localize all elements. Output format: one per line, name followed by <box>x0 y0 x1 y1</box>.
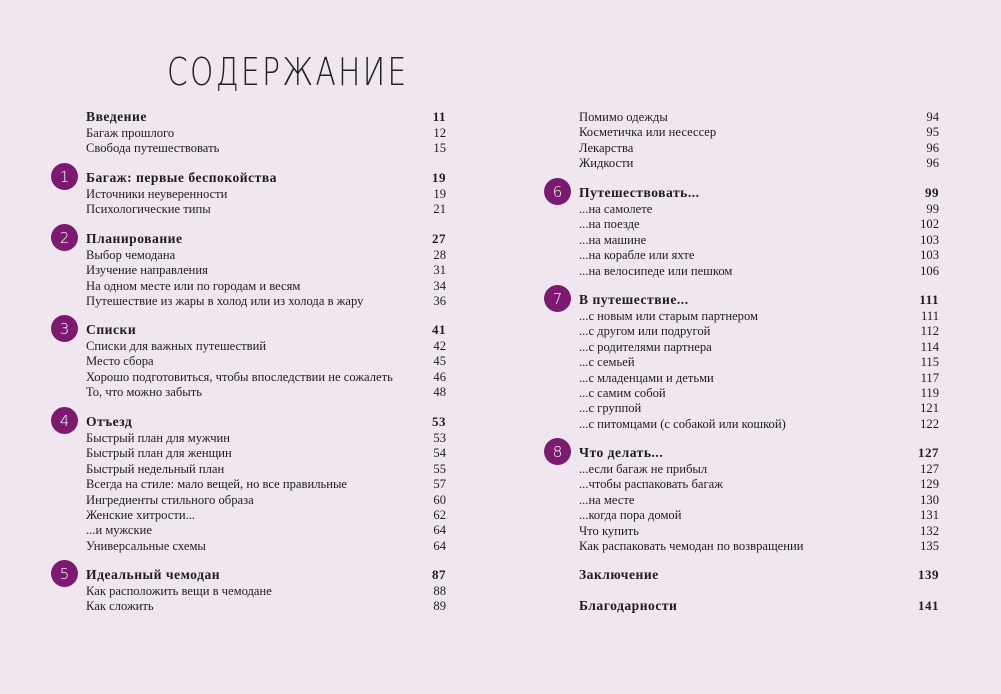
chapter-number-badge: 2 <box>51 224 78 251</box>
chapter-title: Идеальный чемодан <box>86 567 221 582</box>
toc-section <box>86 108 446 157</box>
toc-entry[interactable] <box>86 477 446 492</box>
chapter-title: Благодарности <box>579 598 678 613</box>
toc-entry-label: Быстрый недельный план <box>86 461 225 476</box>
toc-entry[interactable] <box>579 539 939 554</box>
toc-section <box>579 597 939 615</box>
toc-entry-label: Женские хитрости... <box>86 507 196 522</box>
toc-entry-page-number: 130 <box>920 492 939 507</box>
toc-section <box>59 319 446 401</box>
toc-entry-page-number: 48 <box>433 385 446 400</box>
toc-entry[interactable] <box>86 584 446 599</box>
chapter-title: Введение <box>86 109 147 124</box>
toc-section <box>579 566 939 584</box>
toc-entry-page-number: 36 <box>433 294 446 309</box>
toc-entry-label: Всегда на стиле: мало вещей, но все правильные <box>86 477 348 492</box>
chapter-title: Списки <box>86 322 137 337</box>
toc-entry-page-number: 45 <box>433 354 446 369</box>
toc-entry[interactable] <box>86 446 446 461</box>
chapter-page-number: 53 <box>432 414 446 429</box>
toc-entry-label: ...с родителями партнера <box>579 339 712 354</box>
toc-section <box>579 110 939 172</box>
toc-entry-page-number: 62 <box>433 507 446 522</box>
chapter-title: В путешествие... <box>579 292 689 307</box>
toc-entry-label: ...чтобы распаковать багаж <box>579 477 723 492</box>
toc-entry-label: ...и мужские <box>86 523 152 538</box>
toc-entry[interactable] <box>579 493 939 508</box>
toc-entry[interactable] <box>579 125 939 140</box>
toc-entry-page-number: 131 <box>920 508 939 523</box>
toc-entry[interactable] <box>86 431 446 446</box>
toc-section <box>59 167 446 218</box>
toc-entry-page-number: 21 <box>433 202 446 217</box>
chapter-heading[interactable] <box>579 291 939 309</box>
toc-entry-page-number: 64 <box>433 523 446 538</box>
toc-entry[interactable] <box>86 599 446 614</box>
toc-entry[interactable] <box>86 263 446 278</box>
toc-entry-label: ...с новым или старым партнером <box>579 309 758 323</box>
toc-entry-page-number: 89 <box>433 599 446 614</box>
toc-entry-page-number: 103 <box>920 232 939 247</box>
toc-entry[interactable] <box>579 386 939 401</box>
chapter-page-number: 111 <box>919 292 939 307</box>
toc-entry[interactable] <box>86 354 446 369</box>
toc-entry-page-number: 112 <box>920 324 939 339</box>
toc-entry[interactable] <box>579 110 939 125</box>
chapter-number-badge: 5 <box>51 560 78 587</box>
chapter-title: Заключение <box>579 567 659 582</box>
toc-entry-page-number: 12 <box>433 126 446 140</box>
toc-entry-label: На одном месте или по городам и весям <box>86 278 301 293</box>
toc-entry[interactable] <box>86 141 446 156</box>
chapter-number-badge: 3 <box>51 315 78 342</box>
toc-entry-page-number: 57 <box>433 477 446 492</box>
toc-entry-label: ...с младенцами и детьми <box>579 370 714 385</box>
toc-entry[interactable] <box>579 508 939 523</box>
toc-entry-page-number: 122 <box>920 416 939 431</box>
toc-entry-label: Помимо одежды <box>579 110 668 124</box>
toc-entry-page-number: 15 <box>433 141 446 156</box>
toc-section <box>59 228 446 310</box>
toc-entry-page-number: 129 <box>920 477 939 492</box>
toc-entry-label: ...с самим собой <box>579 385 666 400</box>
chapter-title: Отъезд <box>86 414 133 429</box>
toc-entry-label: ...когда пора домой <box>579 508 682 523</box>
toc-entry-label: ...если багаж не прибыл <box>579 462 708 476</box>
chapter-title: Путешествовать... <box>579 185 700 200</box>
toc-entry-page-number: 111 <box>921 309 939 323</box>
chapter-page-number: 19 <box>432 170 446 185</box>
toc-entry-label: Выбор чемодана <box>86 248 176 262</box>
chapter-heading[interactable] <box>86 413 446 431</box>
chapter-page-number: 99 <box>925 185 939 200</box>
toc-entry-label: Как сложить <box>86 599 154 614</box>
chapter-heading[interactable] <box>86 108 446 126</box>
toc-entry-label: Ингредиенты стильного образа <box>86 492 254 507</box>
toc-entry-label: Списки для важных путешествий <box>86 339 267 353</box>
toc-entry-label: Универсальные схемы <box>86 538 206 553</box>
toc-entry-page-number: 95 <box>926 125 939 140</box>
toc-entry-page-number: 121 <box>920 401 939 416</box>
toc-entry-label: Место сбора <box>86 354 154 369</box>
chapter-page-number: 11 <box>432 109 446 124</box>
toc-entry[interactable] <box>86 370 446 385</box>
chapter-page-number: 141 <box>918 598 939 613</box>
toc-entry-label: Жидкости <box>579 156 634 171</box>
toc-entry-page-number: 119 <box>920 385 939 400</box>
toc-entry[interactable] <box>579 202 939 217</box>
toc-entry-label: ...на корабле или яхте <box>579 248 695 263</box>
toc-entry-page-number: 55 <box>433 461 446 476</box>
toc-entry-page-number: 94 <box>926 110 939 124</box>
toc-entry-page-number: 115 <box>920 355 939 370</box>
page-title: СОДЕРЖАНИЕ <box>167 50 409 94</box>
toc-entry-label: Что купить <box>579 523 639 538</box>
toc-entry-label: ...на месте <box>579 492 635 507</box>
toc-entry-page-number: 103 <box>920 248 939 263</box>
toc-entry-label: Психологические типы <box>86 202 211 217</box>
toc-entry[interactable] <box>86 339 446 354</box>
chapter-number-badge: 4 <box>51 407 78 434</box>
toc-entry[interactable] <box>579 477 939 492</box>
toc-entry-page-number: 127 <box>920 462 939 476</box>
toc-entry-page-number: 96 <box>926 156 939 171</box>
chapter-heading[interactable] <box>86 169 446 187</box>
toc-entry-label: Хорошо подготовиться, чтобы впоследствии не сожалеть <box>86 369 393 384</box>
chapter-page-number: 27 <box>432 231 446 246</box>
toc-entry[interactable] <box>579 371 939 386</box>
toc-entry-label: Быстрый план для мужчин <box>86 431 231 445</box>
toc-entry-label: Багаж прошлого <box>86 126 175 140</box>
toc-entry-page-number: 19 <box>433 187 446 201</box>
toc-entry[interactable] <box>86 126 446 141</box>
toc-section <box>552 289 939 432</box>
toc-entry-page-number: 88 <box>433 584 446 598</box>
toc-entry-page-number: 53 <box>433 431 446 445</box>
toc-entry[interactable] <box>579 401 939 416</box>
toc-section <box>552 182 939 279</box>
toc-entry[interactable] <box>579 217 939 232</box>
chapter-heading[interactable] <box>579 444 939 462</box>
toc-entry-label: Свобода путешествовать <box>86 141 220 156</box>
chapter-heading[interactable] <box>579 597 939 615</box>
toc-entry[interactable] <box>579 524 939 539</box>
toc-entry-page-number: 46 <box>433 369 446 384</box>
toc-entry-label: Изучение направления <box>86 263 208 278</box>
toc-entry-page-number: 54 <box>433 446 446 461</box>
toc-entry-page-number: 42 <box>433 339 446 353</box>
toc-entry[interactable] <box>579 417 939 432</box>
chapter-number-badge: 8 <box>544 438 571 465</box>
toc-entry[interactable] <box>579 156 939 171</box>
toc-entry[interactable] <box>579 340 939 355</box>
toc-entry[interactable] <box>579 141 939 156</box>
toc-entry-page-number: 96 <box>926 140 939 155</box>
chapter-title: Что делать... <box>579 445 664 460</box>
toc-entry[interactable] <box>579 309 939 324</box>
toc-entry[interactable] <box>579 324 939 339</box>
chapter-page-number: 41 <box>432 322 446 337</box>
toc-entry[interactable] <box>86 493 446 508</box>
toc-entry-page-number: 117 <box>920 370 939 385</box>
toc-entry-page-number: 64 <box>433 538 446 553</box>
toc-entry[interactable] <box>86 294 446 309</box>
toc-entry[interactable] <box>86 248 446 263</box>
chapter-heading[interactable] <box>86 230 446 248</box>
toc-entry-page-number: 60 <box>433 492 446 507</box>
toc-entry-label: Быстрый план для женщин <box>86 446 232 461</box>
toc-entry-label: То, что можно забыть <box>86 385 202 400</box>
toc-section <box>59 411 446 554</box>
chapter-page-number: 139 <box>918 567 939 582</box>
toc-entry[interactable] <box>86 202 446 217</box>
toc-entry-page-number: 34 <box>433 278 446 293</box>
toc-entry[interactable] <box>86 187 446 202</box>
toc-entry-page-number: 114 <box>920 339 939 354</box>
toc-entry-page-number: 106 <box>920 263 939 278</box>
toc-entry-label: ...на самолете <box>579 202 653 216</box>
chapter-heading[interactable] <box>579 566 939 584</box>
chapter-page-number: 127 <box>918 445 939 460</box>
toc-entry-label: Косметичка или несессер <box>579 125 717 140</box>
toc-entry[interactable] <box>86 523 446 538</box>
toc-entry-page-number: 31 <box>433 263 446 278</box>
toc-entry[interactable] <box>86 462 446 477</box>
toc-entry[interactable] <box>86 508 446 523</box>
toc-entry[interactable] <box>86 279 446 294</box>
toc-entry-page-number: 99 <box>926 202 939 216</box>
toc-entry-label: ...на машине <box>579 232 647 247</box>
toc-entry[interactable] <box>579 233 939 248</box>
toc-entry-label: ...на велосипеде или пешком <box>579 263 733 278</box>
toc-entry[interactable] <box>579 264 939 279</box>
toc-entry[interactable] <box>579 462 939 477</box>
toc-entry-label: ...с группой <box>579 401 642 416</box>
chapter-heading[interactable] <box>86 566 446 584</box>
toc-entry-label: ...с другом или подругой <box>579 324 711 339</box>
toc-entry-label: Путешествие из жары в холод или из холода в жару <box>86 294 364 309</box>
chapter-title: Планирование <box>86 231 183 246</box>
toc-entry-page-number: 132 <box>920 523 939 538</box>
toc-entry-label: Как распаковать чемодан по возвращении <box>579 538 804 553</box>
toc-entry-page-number: 135 <box>920 538 939 553</box>
toc-section <box>552 442 939 554</box>
chapter-page-number: 87 <box>432 567 446 582</box>
chapter-number-badge: 7 <box>544 285 571 312</box>
chapter-number-badge: 6 <box>544 178 571 205</box>
toc-entry-label: Как расположить вещи в чемодане <box>86 584 272 598</box>
chapter-title: Багаж: первые беспокойства <box>86 170 277 185</box>
chapter-number-badge: 1 <box>51 163 78 190</box>
chapter-heading[interactable] <box>579 184 939 202</box>
toc-entry[interactable] <box>86 539 446 554</box>
toc-entry-page-number: 102 <box>920 217 939 232</box>
toc-entry[interactable] <box>579 248 939 263</box>
toc-entry[interactable] <box>579 355 939 370</box>
toc-entry-label: ...с питомцами (с собакой или кошкой) <box>579 416 786 431</box>
chapter-heading[interactable] <box>86 321 446 339</box>
toc-entry-label: Лекарства <box>579 140 634 155</box>
toc-section <box>59 564 446 615</box>
toc-entry-label: ...на поезде <box>579 217 640 232</box>
toc-entry-label: Источники неуверенности <box>86 187 228 201</box>
toc-entry[interactable] <box>86 385 446 400</box>
toc-entry-page-number: 28 <box>433 248 446 262</box>
toc-entry-label: ...с семьей <box>579 355 635 370</box>
